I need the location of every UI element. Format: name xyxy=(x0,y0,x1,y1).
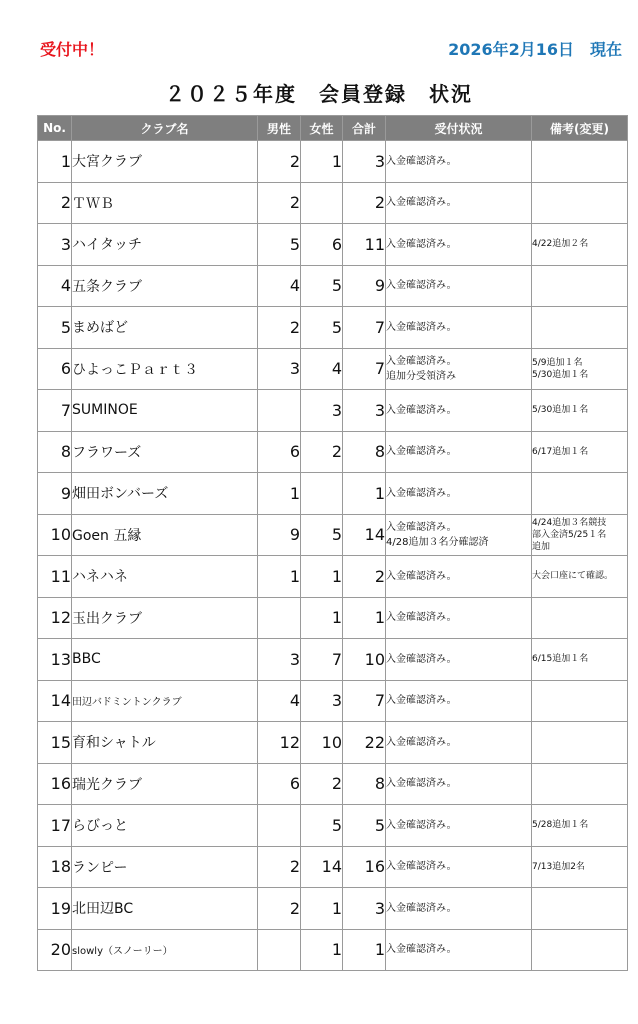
notes-cell xyxy=(532,307,628,349)
club-name: ＴＷＢ xyxy=(72,182,258,224)
total-count: 11 xyxy=(343,224,386,266)
male-count xyxy=(258,597,301,639)
reception-status-cell xyxy=(386,473,532,515)
row-number: 15 xyxy=(38,722,72,764)
male-count: 6 xyxy=(258,431,301,473)
total-count: 16 xyxy=(343,846,386,888)
header-female: 女性 xyxy=(301,116,343,141)
female-count: 10 xyxy=(301,722,343,764)
male-count: 4 xyxy=(258,680,301,722)
row-number: 19 xyxy=(38,888,72,930)
row-number: 14 xyxy=(38,680,72,722)
table-row xyxy=(38,929,628,971)
female-count: 4 xyxy=(301,348,343,390)
reception-status-cell xyxy=(386,265,532,307)
male-count: 2 xyxy=(258,846,301,888)
notes-cell xyxy=(532,348,628,390)
status-line: 入金確認済み。 xyxy=(386,404,457,416)
female-count: 5 xyxy=(301,514,343,556)
notes-cell xyxy=(532,722,628,764)
reception-status: 受付中！ xyxy=(40,40,105,59)
total-count: 5 xyxy=(343,805,386,847)
status-line: 入金確認済み。 xyxy=(386,653,457,665)
male-count xyxy=(258,805,301,847)
club-name: Goen 五縁 xyxy=(72,514,258,556)
female-count: 5 xyxy=(301,265,343,307)
club-name: slowly（スノーリー） xyxy=(72,929,258,971)
male-count: 9 xyxy=(258,514,301,556)
notes-cell xyxy=(532,639,628,681)
reception-status-cell xyxy=(386,348,532,390)
header-club-name: クラブ名 xyxy=(72,116,258,141)
male-count: 2 xyxy=(258,888,301,930)
club-name: 大宮クラブ xyxy=(72,141,258,183)
female-count: 5 xyxy=(301,805,343,847)
row-number: 2 xyxy=(38,182,72,224)
note-line: 6/17追加１名 xyxy=(532,446,589,457)
total-count: 14 xyxy=(343,514,386,556)
note-line: 4/22追加２名 xyxy=(532,239,589,250)
status-line: 追加分受領済み xyxy=(386,370,456,382)
header-notes: 備考(変更) xyxy=(532,116,628,141)
total-count: 2 xyxy=(343,182,386,224)
total-count: 8 xyxy=(343,763,386,805)
status-line: 入金確認済み。 xyxy=(386,321,457,333)
reception-status-cell xyxy=(386,846,532,888)
table-row xyxy=(38,307,628,349)
male-count: 6 xyxy=(258,763,301,805)
notes-cell xyxy=(532,182,628,224)
male-count: 2 xyxy=(258,141,301,183)
status-line: 入金確認済み。 xyxy=(386,570,457,582)
header-total: 合計 xyxy=(343,116,386,141)
club-name: 五条クラブ xyxy=(72,265,258,307)
note-line: 5/9追加１名 xyxy=(532,357,583,368)
female-count: 1 xyxy=(301,556,343,598)
status-line: 入金確認済み。 xyxy=(386,778,457,790)
male-count: 2 xyxy=(258,307,301,349)
table-header-row xyxy=(38,116,628,141)
notes-cell xyxy=(532,597,628,639)
notes-cell xyxy=(532,763,628,805)
note-line: 4/24追加３名競技 xyxy=(532,517,607,528)
club-name: らびっと xyxy=(72,805,258,847)
note-line: 大会口座にて確認。 xyxy=(532,571,614,582)
club-name: 田辺バドミントンクラブ xyxy=(72,680,258,722)
row-number: 9 xyxy=(38,473,72,515)
status-line: 入金確認済み。 xyxy=(386,238,457,250)
male-count: 1 xyxy=(258,556,301,598)
row-number: 17 xyxy=(38,805,72,847)
table-row xyxy=(38,141,628,183)
female-count: 7 xyxy=(301,639,343,681)
notes-cell xyxy=(532,390,628,432)
reception-status-cell xyxy=(386,514,532,556)
reception-status-cell xyxy=(386,307,532,349)
club-name: 瑞光クラブ xyxy=(72,763,258,805)
status-line: 入金確認済み。 xyxy=(386,487,457,499)
reception-status-cell xyxy=(386,929,532,971)
female-count: 6 xyxy=(301,224,343,266)
table-row xyxy=(38,680,628,722)
status-line: 入金確認済み。 xyxy=(386,944,457,956)
reception-status-cell xyxy=(386,680,532,722)
total-count: 7 xyxy=(343,307,386,349)
club-name: ひよっこＰａｒｔ３ xyxy=(72,348,258,390)
notes-cell xyxy=(532,265,628,307)
notes-cell xyxy=(532,473,628,515)
female-count: 14 xyxy=(301,846,343,888)
total-count: 3 xyxy=(343,888,386,930)
status-line: 入金確認済み。 xyxy=(386,446,457,458)
note-line: 追加 xyxy=(532,541,551,552)
table-row xyxy=(38,805,628,847)
club-name: まめばど xyxy=(72,307,258,349)
row-number: 7 xyxy=(38,390,72,432)
status-line: 入金確認済み。 xyxy=(386,521,457,533)
female-count: 2 xyxy=(301,763,343,805)
club-name: 玉出クラブ xyxy=(72,597,258,639)
reception-status-cell xyxy=(386,141,532,183)
total-count: 1 xyxy=(343,597,386,639)
notes-cell xyxy=(532,514,628,556)
female-count: 5 xyxy=(301,307,343,349)
total-count: 10 xyxy=(343,639,386,681)
female-count: 3 xyxy=(301,390,343,432)
notes-cell xyxy=(532,846,628,888)
row-number: 1 xyxy=(38,141,72,183)
table-row xyxy=(38,473,628,515)
reception-status-cell xyxy=(386,763,532,805)
header-status: 受付状況 xyxy=(386,116,532,141)
notes-cell xyxy=(532,888,628,930)
reception-status-cell xyxy=(386,805,532,847)
total-count: 3 xyxy=(343,390,386,432)
club-name: ハネハネ xyxy=(72,556,258,598)
status-line: 入金確認済み。 xyxy=(386,861,457,873)
table-row xyxy=(38,888,628,930)
reception-status-cell xyxy=(386,639,532,681)
table-row xyxy=(38,597,628,639)
status-line: 入金確認済み。 xyxy=(386,280,457,292)
status-line: 入金確認済み。 xyxy=(386,355,457,367)
status-line: 4/28追加３名分確認済 xyxy=(386,536,489,548)
row-number: 18 xyxy=(38,846,72,888)
notes-cell xyxy=(532,680,628,722)
table-row xyxy=(38,846,628,888)
as-of-date: 2026年2月16日 現在 xyxy=(448,40,622,59)
club-name: ランピー xyxy=(72,846,258,888)
notes-cell xyxy=(532,224,628,266)
table-row xyxy=(38,182,628,224)
female-count: 3 xyxy=(301,680,343,722)
total-count: 2 xyxy=(343,556,386,598)
female-count: 1 xyxy=(301,141,343,183)
row-number: 13 xyxy=(38,639,72,681)
table-row xyxy=(38,390,628,432)
total-count: 9 xyxy=(343,265,386,307)
notes-cell xyxy=(532,431,628,473)
reception-status-cell xyxy=(386,390,532,432)
status-line: 入金確認済み。 xyxy=(386,197,457,209)
row-number: 16 xyxy=(38,763,72,805)
row-number: 10 xyxy=(38,514,72,556)
registration-table xyxy=(37,115,628,971)
reception-status-cell xyxy=(386,182,532,224)
note-line: 5/28追加１名 xyxy=(532,820,589,831)
male-count: 2 xyxy=(258,182,301,224)
total-count: 1 xyxy=(343,929,386,971)
reception-status-cell xyxy=(386,556,532,598)
female-count: 1 xyxy=(301,597,343,639)
club-name: 育和シャトル xyxy=(72,722,258,764)
status-line: 入金確認済み。 xyxy=(386,736,457,748)
row-number: 5 xyxy=(38,307,72,349)
table-row xyxy=(38,265,628,307)
table-row xyxy=(38,514,628,556)
note-line: 部入金済5/25１名 xyxy=(532,529,607,540)
notes-cell xyxy=(532,805,628,847)
club-name: 畑田ボンバーズ xyxy=(72,473,258,515)
club-name: 北田辺BC xyxy=(72,888,258,930)
reception-status-cell xyxy=(386,224,532,266)
reception-status-cell xyxy=(386,888,532,930)
header-no: No. xyxy=(38,116,72,141)
status-line: 入金確認済み。 xyxy=(386,819,457,831)
male-count: 1 xyxy=(258,473,301,515)
note-line: 5/30追加１名 xyxy=(532,369,589,380)
total-count: 7 xyxy=(343,348,386,390)
status-line: 入金確認済み。 xyxy=(386,902,457,914)
club-name: BBC xyxy=(72,639,258,681)
total-count: 1 xyxy=(343,473,386,515)
female-count: 1 xyxy=(301,929,343,971)
female-count: 1 xyxy=(301,888,343,930)
total-count: 22 xyxy=(343,722,386,764)
notes-cell xyxy=(532,141,628,183)
reception-status-cell xyxy=(386,597,532,639)
row-number: 3 xyxy=(38,224,72,266)
status-line: 入金確認済み。 xyxy=(386,155,457,167)
table-row xyxy=(38,431,628,473)
notes-cell xyxy=(532,556,628,598)
row-number: 4 xyxy=(38,265,72,307)
male-count xyxy=(258,929,301,971)
male-count: 5 xyxy=(258,224,301,266)
notes-cell xyxy=(532,929,628,971)
female-count xyxy=(301,182,343,224)
club-name: フラワーズ xyxy=(72,431,258,473)
club-name: SUMINOE xyxy=(72,390,258,432)
header-male: 男性 xyxy=(258,116,301,141)
total-count: 3 xyxy=(343,141,386,183)
club-name: ハイタッチ xyxy=(72,224,258,266)
page-title: ２０２５年度 会員登録 状況 xyxy=(165,82,473,106)
male-count: 12 xyxy=(258,722,301,764)
table-row xyxy=(38,556,628,598)
reception-status-cell xyxy=(386,431,532,473)
row-number: 20 xyxy=(38,929,72,971)
row-number: 8 xyxy=(38,431,72,473)
table-row xyxy=(38,763,628,805)
row-number: 11 xyxy=(38,556,72,598)
female-count: 2 xyxy=(301,431,343,473)
status-line: 入金確認済み。 xyxy=(386,695,457,707)
reception-status-cell xyxy=(386,722,532,764)
female-count xyxy=(301,473,343,515)
total-count: 7 xyxy=(343,680,386,722)
table-row xyxy=(38,722,628,764)
row-number: 12 xyxy=(38,597,72,639)
table-row xyxy=(38,639,628,681)
male-count: 3 xyxy=(258,639,301,681)
note-line: 7/13追加2名 xyxy=(532,861,585,872)
table-row xyxy=(38,224,628,266)
male-count: 4 xyxy=(258,265,301,307)
male-count xyxy=(258,390,301,432)
note-line: 5/30追加１名 xyxy=(532,405,589,416)
table-row xyxy=(38,348,628,390)
note-line: 6/15追加１名 xyxy=(532,654,589,665)
male-count: 3 xyxy=(258,348,301,390)
status-line: 入金確認済み。 xyxy=(386,612,457,624)
row-number: 6 xyxy=(38,348,72,390)
total-count: 8 xyxy=(343,431,386,473)
